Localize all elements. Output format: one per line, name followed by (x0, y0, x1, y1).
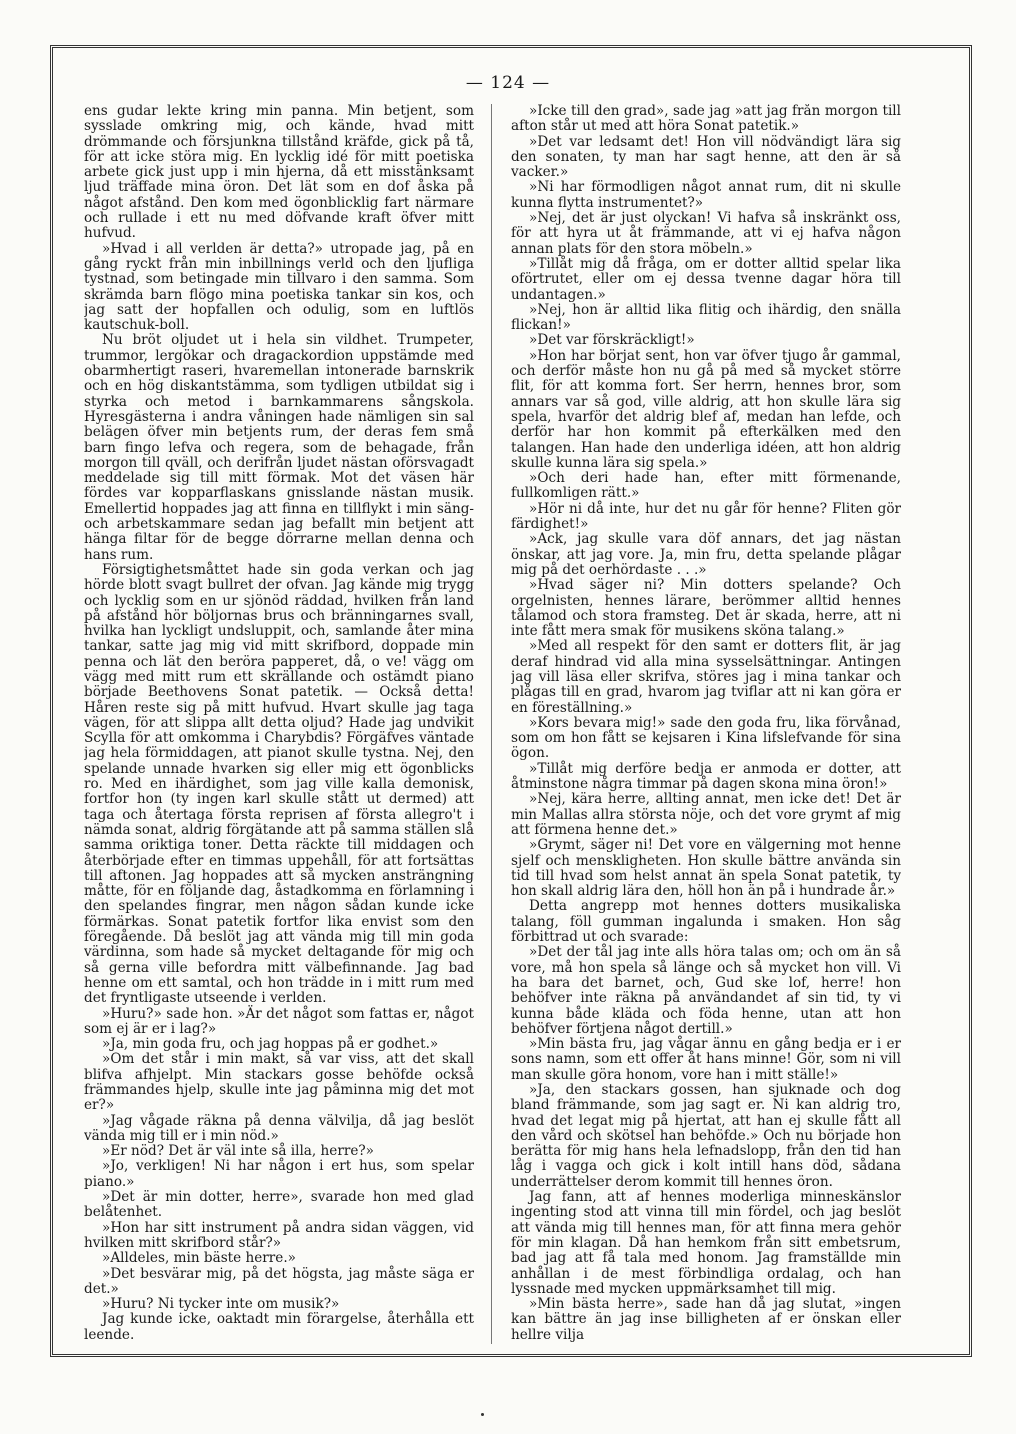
paragraph: Detta angrepp mot hennes dotters musikaliska talang, föll gumman ingalunda i smaken. Hon såg förbittrad ut och svarade: (511, 898, 901, 946)
paragraph: »Grymt, säger ni! Det vore en välgerning mot henne sjelf och menskligheten. Hon skulle bättre använda sin tid till hvad som helst annat än spela Sonat patetik, ty hon skall aldrig lära den, höll hon än på i hundrade år.» (511, 837, 901, 900)
paragraph: Nu bröt oljudet ut i hela sin vildhet. Trumpeter, trummor, lergökar och dragackordion uppstämde med obarmhertigt raseri, hvaremellan intonerade barnskrik och en hög diskantstämma, som tydligen utbildat sig i styrka och metod i barnkammarens sångskola. Hyresgästerna i andra våningen hade nämligen sin sal belägen öfver min betjents rum, der deras fem små barn fingo lefva och regera, som de behagade, från morgon till qväll, och derifrån ljudet nästan oförsvagadt meddelade sig till mitt förmak. Mot det väsen här fördes var kopparflaskans gnisslande nästan musik. Emellertid hoppades jag att finna en tillflykt i min säng- och arbetskammare sedan jag befallt min betjent att hänga filtar för de begge dörrarne mellan denna och hans rum. (84, 332, 474, 563)
paragraph: ens gudar lekte kring min panna. Min betjent, som sysslade omkring mig, och kände, hvad mitt drömmande och försjunkna tillstånd kräfde, gick på tå, för att icke störa mig. En lycklig idé för mitt poetiska arbete gick just upp i min hjerna, då ett misstänksamt ljud träffade mina öron. Det lät som en dof åska på något afstånd. Den kom med ögonblicklig fart närmare och rullade i ett nu med döfvande kraft öfver mitt hufvud. (84, 104, 474, 242)
paragraph: »Kors bevara mig!» sade den goda fru, lika förvånad, som om hon fått se kejsaren i Kina lifslefvande för sina ögon. (511, 714, 901, 762)
paragraph: »Hon har börjat sent, hon var öfver tjugo år gammal, och derför måste hon nu gå på med så mycket större flit, för att komma fort. Ser herrn, hennes bror, som annars var så god, ville aldrig, att hon skulle lära sig spela, hvarför det aldrig blef af, medan han lefde, och derför har hon kommit på efterkälken med den talangen. Han hade den underliga idéen, att hon aldrig skulle kunna lära sig spela.» (511, 347, 901, 471)
paragraph: »Ja, den stackars gossen, han sjuknade och dog bland främmande, som jag sagt er. Ni kan aldrig tro, hvad det legat mig på hjertat, att han ej skulle fått all den vård och skötsel han behöfde.» Och nu började hon berätta för mig hans hela lefnadslopp, från den tid han låg i vagga och gick i kolt intill hans död, sådana underrättelser derom kommit till hennes öron. (511, 1082, 901, 1190)
paragraph: Försigtighetsmåttet hade sin goda verkan och jag hörde blott svagt bullret der ofvan. Jag kände mig trygg och lycklig som en ur sjönöd räddad, hvilken från land på afstånd hör böljornas brus och bränningarnes svall, hvilka han lyckligt undsluppit, och, samlande åter mina tankar, satte jag mig vid mitt skrifbord, doppade min penna och lät den beröra papperet, då, o ve! vägg om vägg med mitt rum ett skrällande och ostämdt piano började Beethovens Sonat patetik. — Också detta! Håren reste sig på mitt hufvud. Hvart skulle jag taga vägen, för att slippa allt detta oljud? Hade jag undvikit Scylla för att omkomma i Charybdis? Förgäfves väntade jag hela förmiddagen, att pianot skulle tystna. Nej, den spelande unnade hvarken sig eller mig ett ögonblicks ro. Med en ihärdighet, som jag ville kalla demonisk, fortfor hon (ty ingen karl skulle stått ut dermed) att taga och återtaga första reprisen af första allegro't i nämda sonat, aldrig förgätande att på samma ställen slå samma oriktiga toner. Detta räckte till middagen och återbörjade efter en timmas uppehåll, för att fortsättas till aftonen. Jag hoppades att så mycken ansträngning måtte, för en följande dag, åstadkomma en förlamning i den spelandes fingrar, men någon sådan kunde icke förmärkas. Sonat patetik fortfor lika envist som den föregående. Då beslöt jag att vända mig till min goda värdinna, som hade så mycket deltagande för mig och så gerna ville befordra mitt välbefinnande. Jag bad henne om ett samtal, och hon trädde in i mitt rum med det fryntligaste utseende i verlden. (84, 561, 474, 1007)
page-number: — 124 — (465, 73, 551, 93)
paragraph: »Och deri hade han, efter mitt förmenande, fullkomligen rätt.» (511, 470, 901, 502)
paragraph: »Tillåt mig då fråga, om er dotter alltid spelar lika oförtrutet, eller om ej dessa tvenne dagar höra till undantagen.» (511, 255, 901, 303)
paragraph: »Alldeles, min bäste herre.» (102, 1250, 296, 1267)
paragraph: »Om det står i min makt, så var viss, att det skall blifva afhjelpt. Min stackars gosse behöfde också främmandes hjelp, skulle inte jag påminna mig det mot er?» (84, 1051, 474, 1114)
paragraph: »Jag vågade räkna på denna välvilja, då jag beslöt vända mig till er i min nöd.» (84, 1112, 474, 1144)
paragraph: »Det der tål jag inte alls höra talas om; och om än så vore, må hon spela så länge och så mycket hon vill. Vi ha bara det barnet, och, Gud ske lof, herre! hon behöfver inte räkna på användandet af sin tid, ty vi kunna både kläda och föda henne, utan att hon behöfver förtjena något dertill.» (511, 944, 901, 1037)
paragraph: »Hvad säger ni? Min dotters spelande? Och orgelnisten, hennes lärare, berömmer alltid hennes tålamod och stora framsteg. Det är skada, herre, att ni inte fått mera smak för musikens sköna talang.» (511, 577, 901, 640)
paragraph: »Ja, min goda fru, och jag hoppas på er godhet.» (102, 1036, 439, 1053)
right-column (511, 104, 901, 1344)
paragraph: »Nej, det är just olyckan! Vi hafva så inskränkt oss, för att hyra ut åt främmande, att vi ej hafva någon annan plats för den stora möbeln.» (511, 210, 901, 257)
paragraph: »Det var ledsamt det! Hon vill nödvändigt lära sig den sonaten, ty man har sagt henne, att den är så vacker.» (511, 133, 901, 181)
left-column (84, 104, 474, 1344)
paragraph: »Ack, jag skulle vara döf annars, det jag nästan önskar, att jag vore. Ja, min fru, detta spelande plågar mig på det oerhördaste . . .» (511, 531, 901, 578)
paragraph: »Huru? Ni tycker inte om musik?» (102, 1296, 340, 1313)
paragraph: »Med all respekt för den samt er dotters flit, är jag deraf hindrad vid alla mina sysselsättningar. Antingen jag vill läsa eller skrifva, störes jag i mina tankar och plågas till en grad, hvarom jag tviflar att ni kan göra er en föreställning.» (511, 638, 901, 716)
paragraph: »Hon har sitt instrument på andra sidan väggen, vid hvilken mitt skrifbord står?» (84, 1219, 474, 1251)
paragraph: Jag fann, att af hennes moderliga minneskänslor ingenting stod att vinna till min fördel, och jag beslöt att vända mig till hennes man, för att finna mera gehör för min klagan. Då han hemkom från sitt embetsrum, bad jag att få tala med honom. Jag framställde min anhållan i de mest förbindliga ordalag, och han lyssnade med mycken uppmärksamhet till mig. (511, 1189, 901, 1297)
paragraph: »Det är min dotter, herre», svarade hon med glad belåtenhet. (84, 1189, 474, 1221)
ink-dot (481, 1413, 484, 1416)
paragraph: »Jo, verkligen! Ni har någon i ert hus, som spelar piano.» (84, 1158, 474, 1190)
paragraph: »Nej, kära herre, allting annat, men icke det! Det är min Mallas allra största nöje, och det vore grymt af mig att förmena henne det.» (511, 791, 901, 838)
paragraph: »Min bästa fru, jag vågar ännu en gång bedja er i er sons namn, som ett offer åt hans minne! Gör, som ni vill man skulle göra honom, vore han i mitt ställe!» (511, 1036, 901, 1083)
paragraph: »Det var förskräckligt!» (529, 332, 695, 349)
paragraph: »Er nöd? Det är väl inte så illa, herre?» (102, 1143, 374, 1160)
paragraph: »Huru?» sade hon. »Är det något som fattas er, något som ej är er i lag?» (84, 1005, 474, 1037)
paragraph: »Icke till den grad», sade jag »att jag från morgon till afton står ut med att höra Sonat patetik.» (511, 104, 901, 135)
paragraph: »Det besvärar mig, på det högsta, jag måste säga er det.» (84, 1265, 474, 1297)
paragraph: »Tillåt mig derföre bedja er anmoda er dotter, att åtminstone några timmar på dagen skona mina öron!» (511, 760, 901, 793)
paragraph: Jag kunde icke, oaktadt min förargelse, återhålla ett leende. (84, 1311, 474, 1343)
column-divider (491, 104, 492, 1344)
paragraph: »Min bästa herre», sade han då jag slutat, »ingen kan bättre än jag inse billigheten af er önskan eller hellre vilja (511, 1296, 901, 1343)
paragraph: »Nej, hon är alltid lika flitig och ihärdig, den snälla flickan!» (511, 301, 901, 334)
paragraph: »Ni har förmodligen något annat rum, dit ni skulle kunna flytta instrumentet?» (511, 179, 901, 211)
paragraph: »Hvad i all verlden är detta?» utropade jag, på en gång ryckt från min inbillnings verld och den ljufliga tystnad, som betingade min tillvaro i den samma. Som skrämda barn flögo mina poetiska tankar sin kos, och jag satt der hopfallen och odulig, som en luftlös kautschuk-boll. (84, 240, 474, 334)
paragraph: »Hör ni då inte, hur det nu går för henne? Fliten gör färdighet!» (511, 500, 901, 533)
